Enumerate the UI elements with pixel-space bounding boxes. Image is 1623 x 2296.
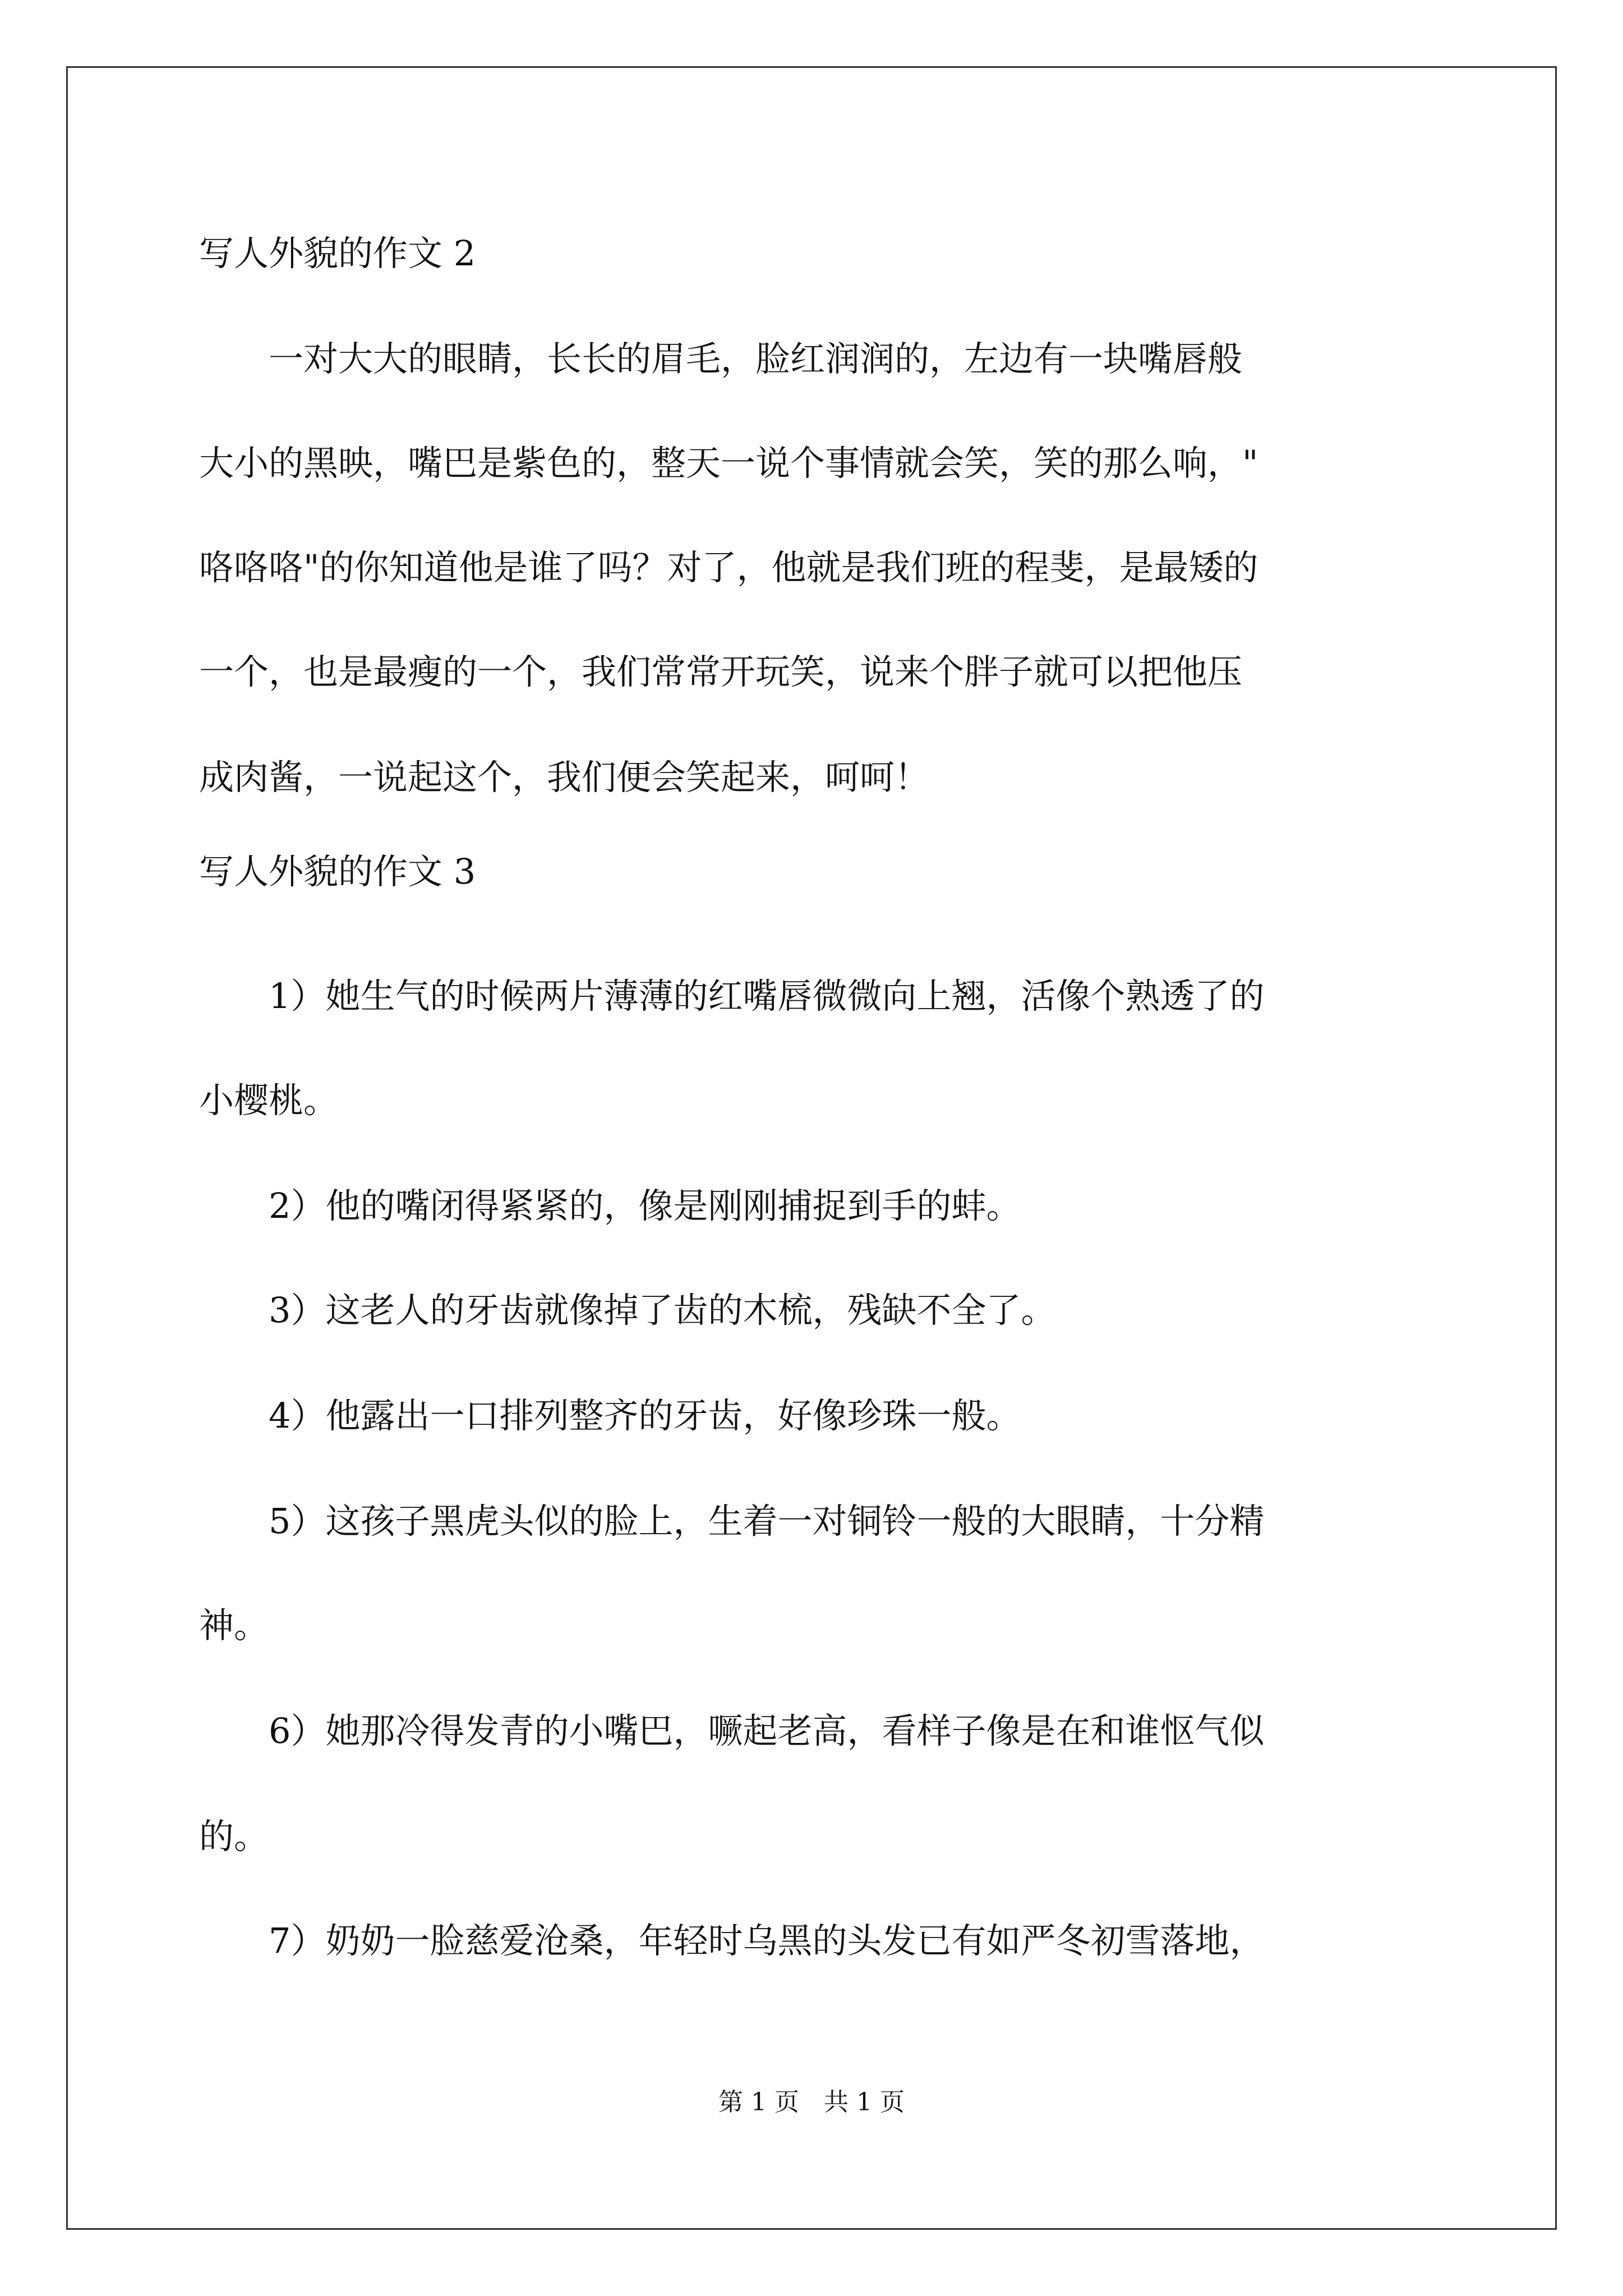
section-title: 写人外貌的作文 2 [199,233,476,274]
paragraph-line: 大小的黑映，嘴巴是紫色的，整天一说个事情就会笑，笑的那么响，" [199,443,1258,484]
paragraph-line: 3）这老人的牙齿就像掉了齿的木梳，残缺不全了。 [199,1290,1056,1331]
paragraph-line: 1）她生气的时候两片薄薄的红嘴唇微微向上翘，活像个熟透了的 [199,976,1265,1016]
paragraph-line: 5）这孩子黑虎头似的脸上，生着一对铜铃一般的大眼睛，十分精 [199,1501,1265,1542]
paragraph-line: 成肉酱，一说起这个，我们便会笑起来，呵呵！ [199,757,930,798]
paragraph-line: 咯咯咯"的你知道他是谁了吗？对了，他就是我们班的程斐，是最矮的 [199,547,1258,588]
paragraph-line: 2）他的嘴闭得紧紧的，像是刚刚捕捉到手的蚌。 [199,1185,1021,1226]
paragraph-line: 4）他露出一口排列整齐的牙齿，好像珍珠一般。 [199,1395,1021,1436]
page-border [66,66,1557,2230]
paragraph-line: 一对大大的眼睛，长长的眉毛，脸红润润的，左边有一块嘴唇般 [199,338,1243,379]
paragraph-line: 的。 [199,1816,269,1857]
paragraph-line: 神。 [199,1605,269,1646]
paragraph-line: 小樱桃。 [199,1080,339,1121]
paragraph-line: 7）奶奶一脸慈爱沧桑，年轻时乌黑的头发已有如严冬初雪落地， [199,1920,1265,1961]
page-number-footer: 第 1 页 共 1 页 [718,2088,905,2116]
section-title: 写人外貌的作文 3 [199,851,476,892]
paragraph-line: 一个，也是最瘦的一个，我们常常开玩笑，说来个胖子就可以把他压 [199,651,1243,692]
paragraph-line: 6）她那冷得发青的小嘴巴，噘起老高，看样子像是在和谁怄气似 [199,1710,1265,1751]
